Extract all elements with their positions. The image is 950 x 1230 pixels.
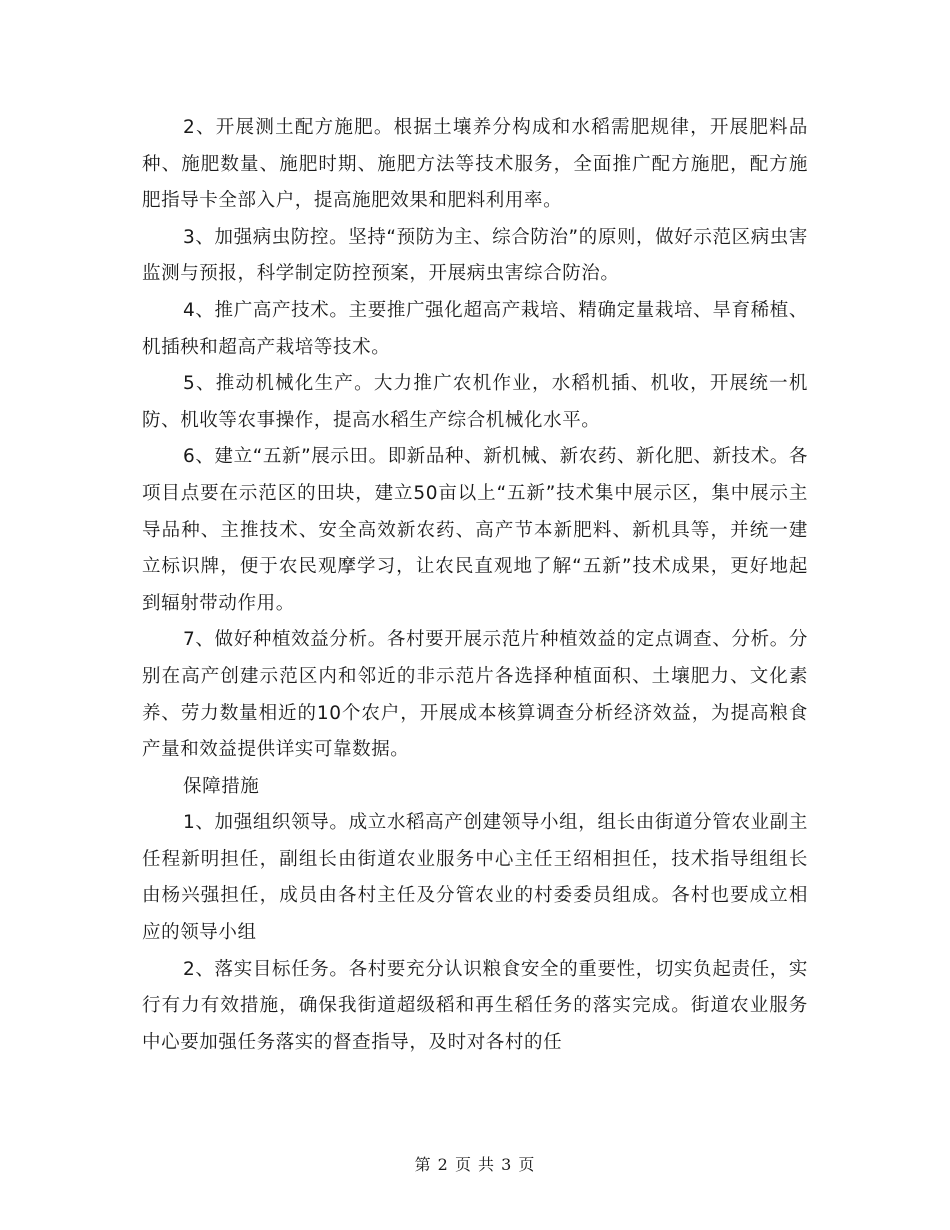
paragraph-mechanization: 5、推动机械化生产。大力推广农机作业，水稻机插、机收，开展统一机防、机收等农事操作，提高水稻生产综合机械化水平。 [142, 373, 808, 431]
paragraph-target-tasks: 2、落实目标任务。各村要充分认识粮食安全的重要性，切实负起责任，实行有力有效措施，确保我街道超级稻和再生稻任务的落实完成。街道农业服务中心要加强任务落实的督查指导，及时对各村的任 [142, 958, 808, 1053]
page-footer: 第 2 页 共 3 页 [414, 1155, 536, 1174]
paragraph-benefit-analysis: 7、做好种植效益分析。各村要开展示范片种植效益的定点调查、分析。分别在高产创建示范区内和邻近的非示范片各选择种植面积、土壤肥力、文化素养、劳力数量相近的10个农户，开展成本核算调查分析经济效益，为提高粮食产量和效益提供详实可靠数据。 [142, 629, 808, 761]
document-body [142, 110, 808, 1061]
paragraph-organization-leadership: 1、加强组织领导。成立水稻高产创建领导小组，组长由街道分管农业副主任程新明担任，副组长由街道农业服务中心主任王绍相担任，技术指导组组长由杨兴强担任，成员由各村主任及分管农业的村委委员组成。各村也要成立相应的领导小组 [142, 812, 808, 944]
paragraph-soil-testing-fertilization: 2、开展测土配方施肥。根据土壤养分构成和水稻需肥规律，开展肥料品种、施肥数量、施肥时期、施肥方法等技术服务，全面推广配方施肥，配方施肥指导卡全部入户，提高施肥效果和肥料利用率。 [142, 117, 808, 212]
paragraph-high-yield-tech: 4、推广高产技术。主要推广强化超高产栽培、精确定量栽培、旱育稀植、机插秧和超高产栽培等技术。 [142, 299, 808, 358]
section-heading: 保障措施 [183, 775, 260, 797]
paragraph-pest-control: 3、加强病虫防控。坚持“预防为主、综合防治”的原则，做好示范区病虫害监测与预报，科学制定防控预案，开展病虫害综合防治。 [142, 226, 808, 285]
paragraph-five-new-field: 6、建立“五新”展示田。即新品种、新机械、新农药、新化肥、新技术。各项目点要在示范区的田块，建立50亩以上“五新”技术集中展示区，集中展示主导品种、主推技术、安全高效新农药、高产节本新肥料、新机具等，并统一建立标识牌，便于农民观摩学习，让农民直观地了解“五新”技术成果，更好地起到辐射带动作用。 [142, 446, 808, 614]
